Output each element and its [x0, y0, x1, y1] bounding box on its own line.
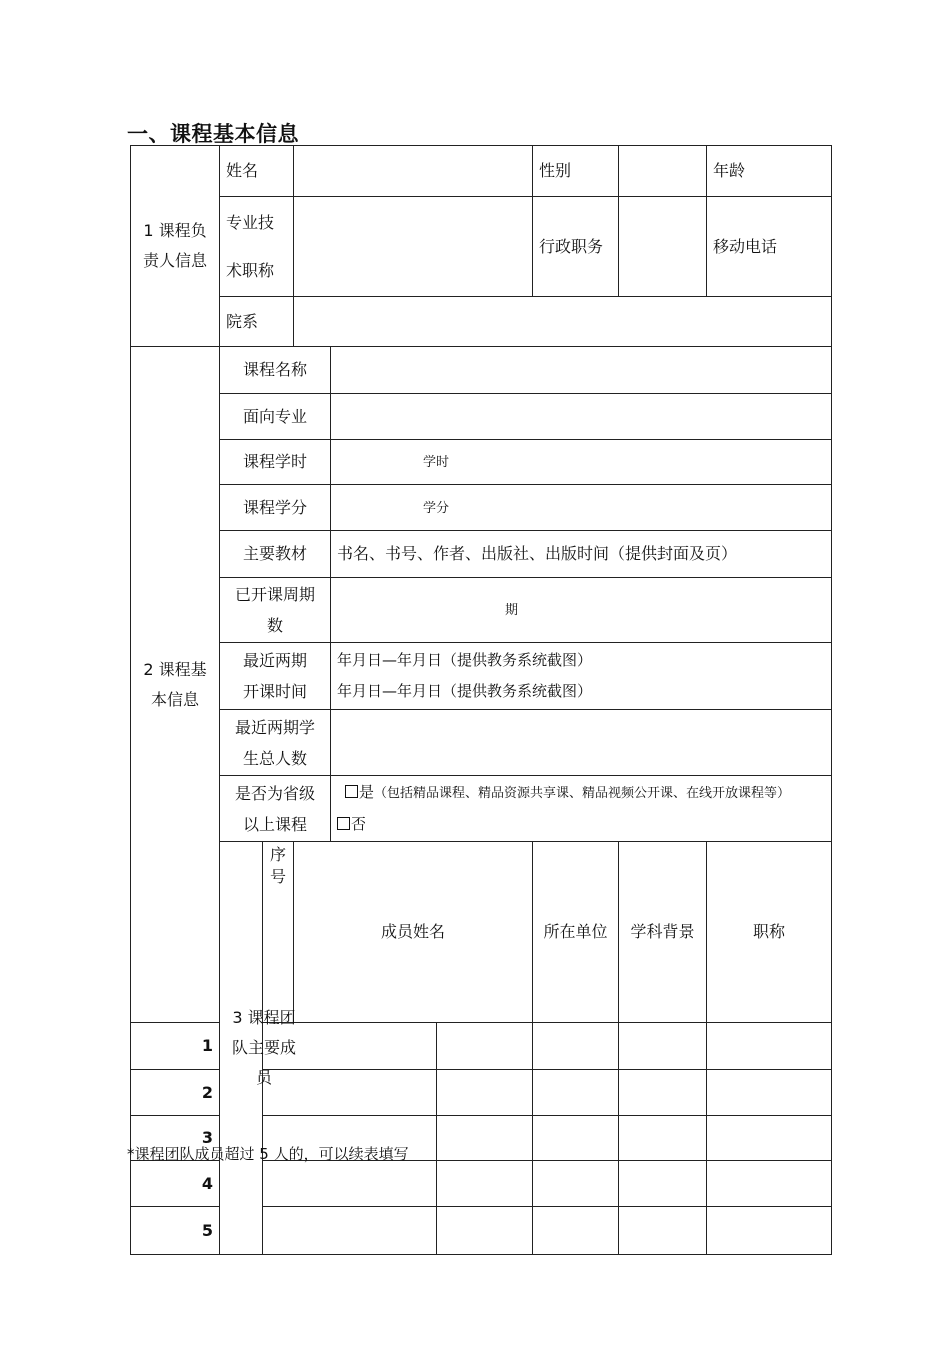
- department-label: 院系: [220, 297, 294, 347]
- header-background: 学科背景: [619, 842, 707, 1023]
- member-name-cell[interactable]: [263, 1207, 437, 1255]
- students-label: [220, 710, 331, 776]
- section-3-label-text: 3 课程团队主要成员: [231, 1008, 296, 1087]
- background-cell[interactable]: [533, 1161, 619, 1207]
- row-number: 2: [131, 1070, 220, 1116]
- textbook-label: 主要教材: [220, 531, 331, 578]
- row-number: 4: [131, 1161, 220, 1207]
- no-label: 否: [351, 815, 367, 833]
- cycles-label-line-1: 已开课周期: [235, 585, 316, 604]
- row-number: 1: [131, 1023, 220, 1070]
- phone-label: 移动电话: [707, 197, 832, 297]
- title-field[interactable]: [294, 197, 533, 297]
- header-member-name: 成员姓名: [294, 842, 533, 1023]
- unit-cell[interactable]: [437, 1116, 533, 1161]
- unit-cell[interactable]: [437, 1023, 533, 1070]
- task-cell[interactable]: [707, 1161, 832, 1207]
- member-name-cell[interactable]: [263, 1161, 437, 1207]
- gender-label: 性别: [533, 146, 619, 197]
- provincial-label: [220, 776, 331, 842]
- section-1-label-text: 1 课程负责人信息: [142, 221, 207, 270]
- credits-field[interactable]: [331, 485, 832, 531]
- recent-term-field[interactable]: [331, 643, 832, 710]
- footnote: *课程团队成员超过 5 人的，可以续表填写: [127, 1145, 409, 1163]
- recent-term-label-line-1: 最近两期: [243, 651, 308, 670]
- name-label: 姓名: [220, 146, 294, 197]
- title-cell[interactable]: [619, 1207, 707, 1255]
- admin-position-field[interactable]: [619, 197, 707, 297]
- major-label: 面向专业: [220, 394, 331, 440]
- section-2-label: [131, 347, 220, 1023]
- age-label: 年龄: [707, 146, 832, 197]
- course-info-form: [130, 145, 832, 1255]
- credits-label: 课程学分: [220, 485, 331, 531]
- provincial-field: [331, 776, 832, 842]
- background-cell[interactable]: [533, 1070, 619, 1116]
- title-label-line-1: 专业技: [226, 212, 275, 232]
- yes-checkbox[interactable]: [345, 785, 358, 798]
- unit-cell[interactable]: [437, 1070, 533, 1116]
- background-cell[interactable]: [533, 1207, 619, 1255]
- header-seq-line-2: 号: [270, 867, 287, 886]
- header-seq: [263, 842, 294, 1023]
- students-label-line-2: 生总人数: [243, 748, 308, 768]
- provincial-label-line-2: 以上课程: [243, 814, 308, 834]
- department-field[interactable]: [294, 297, 832, 347]
- no-checkbox[interactable]: [337, 817, 350, 830]
- title-label: [220, 197, 294, 297]
- recent-term-line-2: 年月日—年月日（提供教务系统截图）: [337, 682, 593, 700]
- students-field[interactable]: [331, 710, 832, 776]
- task-cell[interactable]: [707, 1023, 832, 1070]
- header-seq-line-1: 序: [270, 845, 287, 864]
- header-title: 职称: [707, 842, 832, 1023]
- hours-field[interactable]: [331, 440, 832, 485]
- section-1-label: [131, 146, 220, 347]
- hours-label: 课程学时: [220, 440, 331, 485]
- title-cell[interactable]: [619, 1116, 707, 1161]
- cycles-label: [220, 578, 331, 643]
- page-title: 一、课程基本信息: [127, 122, 299, 146]
- title-cell[interactable]: [619, 1161, 707, 1207]
- unit-cell[interactable]: [437, 1207, 533, 1255]
- provincial-label-line-1: 是否为省级: [235, 783, 316, 803]
- course-name-label: 课程名称: [220, 347, 331, 394]
- unit-cell[interactable]: [437, 1161, 533, 1207]
- title-cell[interactable]: [619, 1070, 707, 1116]
- yes-label: 是: [359, 783, 375, 801]
- row-number: 3: [131, 1116, 220, 1161]
- background-cell[interactable]: [533, 1023, 619, 1070]
- cycles-field[interactable]: [331, 578, 832, 643]
- name-field[interactable]: [294, 146, 533, 197]
- task-cell[interactable]: [707, 1070, 832, 1116]
- cycles-unit: 期: [505, 603, 519, 618]
- section-3-label: [220, 842, 296, 1255]
- textbook-field[interactable]: 书名、书号、作者、出版社、出版时间（提供封面及页）: [331, 531, 832, 578]
- yes-note: （包括精品课程、精品资源共享课、精品视频公开课、在线开放课程等）: [374, 786, 791, 801]
- cycles-label-line-2: 数: [267, 616, 284, 635]
- title-cell[interactable]: [619, 1023, 707, 1070]
- course-name-field[interactable]: [331, 347, 832, 394]
- task-cell[interactable]: [707, 1116, 832, 1161]
- students-label-line-1: 最近两期学: [235, 717, 316, 737]
- recent-term-label-line-2: 开课时间: [243, 682, 308, 701]
- credits-unit: 学分: [423, 500, 450, 516]
- title-label-line-2: 术职称: [226, 260, 275, 280]
- task-cell[interactable]: [707, 1207, 832, 1255]
- row-number: 5: [131, 1207, 220, 1255]
- gender-field[interactable]: [619, 146, 707, 197]
- provincial-yes-option[interactable]: [337, 777, 825, 809]
- header-unit: 所在单位: [533, 842, 619, 1023]
- recent-term-line-1: 年月日—年月日（提供教务系统截图）: [337, 651, 593, 669]
- admin-position-label: 行政职务: [533, 197, 619, 297]
- provincial-no-option[interactable]: [337, 809, 825, 840]
- major-field[interactable]: [331, 394, 832, 440]
- background-cell[interactable]: [533, 1116, 619, 1161]
- recent-term-label: [220, 643, 331, 710]
- hours-unit: 学时: [423, 455, 450, 470]
- section-2-label-text: 2 课程基本信息: [143, 659, 207, 709]
